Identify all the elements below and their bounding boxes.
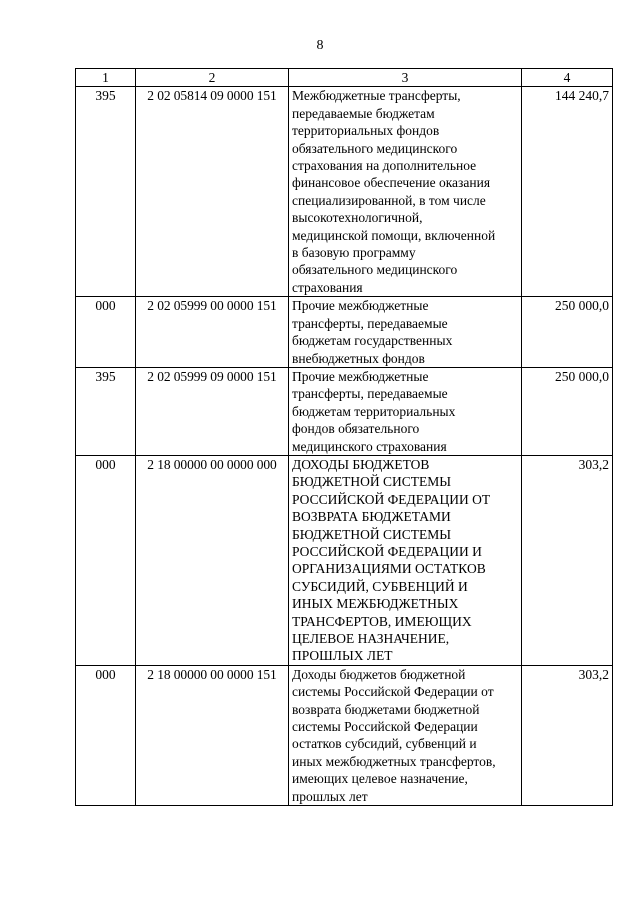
revenue-name-cell [289, 297, 522, 368]
revenue-name-line: медицинской помощи, включенной [292, 227, 496, 243]
admin-code-cell: 000 [76, 665, 136, 805]
revenue-name-line: страхования [292, 279, 363, 295]
admin-code-cell: 000 [76, 297, 136, 368]
table-row [76, 665, 613, 805]
budget-classification-code-cell: 2 02 05814 09 0000 151 [136, 87, 289, 297]
admin-code-cell: 000 [76, 455, 136, 665]
revenue-name-line: ТРАНСФЕРТОВ, ИМЕЮЩИХ [292, 613, 472, 629]
table-header-row [76, 69, 613, 87]
revenue-name-line: Доходы бюджетов бюджетной [292, 666, 466, 682]
revenue-name-line: Прочие межбюджетные [292, 298, 429, 314]
revenue-name-line: имеющих целевое назначение, [292, 771, 468, 787]
revenue-name-cell [289, 455, 522, 665]
column-header-1: 1 [76, 69, 136, 87]
revenue-name-line: бюджетам территориальных [292, 403, 456, 419]
revenue-name-line: ДОХОДЫ БЮДЖЕТОВ [292, 456, 430, 472]
table-row [76, 367, 613, 455]
revenue-name-line: бюджетам государственных [292, 333, 453, 349]
budget-classification-code-cell: 2 18 00000 00 0000 151 [136, 665, 289, 805]
revenue-name-line: возврата бюджетами бюджетной [292, 701, 480, 717]
revenue-name-line: Межбюджетные трансферты, [292, 88, 461, 104]
revenue-name-line: ОРГАНИЗАЦИЯМИ ОСТАТКОВ [292, 561, 486, 577]
revenue-name-line: Прочие межбюджетные [292, 368, 429, 384]
revenue-name-cell [289, 367, 522, 455]
revenue-name-line: специализированной, в том числе [292, 192, 486, 208]
table-row [76, 297, 613, 368]
table-row [76, 455, 613, 665]
revenue-name-line: трансферты, передаваемые [292, 386, 448, 402]
revenue-name-line: медицинского страхования [292, 438, 447, 454]
budget-classification-code-cell: 2 02 05999 00 0000 151 [136, 297, 289, 368]
budget-classification-code-cell: 2 02 05999 09 0000 151 [136, 367, 289, 455]
amount-cell: 303,2 [522, 665, 613, 805]
table-row [76, 87, 613, 297]
amount-cell: 250 000,0 [522, 367, 613, 455]
revenue-name-line: ИНЫХ МЕЖБЮДЖЕТНЫХ [292, 596, 459, 612]
revenue-name-line: БЮДЖЕТНОЙ СИСТЕМЫ [292, 526, 452, 542]
revenue-name-line: иных межбюджетных трансфертов, [292, 753, 496, 769]
revenue-name-line: в базовую программу [292, 245, 416, 261]
budget-revenue-table [75, 68, 613, 806]
budget-classification-code-cell: 2 18 00000 00 0000 000 [136, 455, 289, 665]
column-header-3: 3 [289, 69, 522, 87]
admin-code-cell: 395 [76, 87, 136, 297]
revenue-name-line: остатков субсидий, субвенций и [292, 736, 477, 752]
revenue-name-line: обязательного медицинского [292, 262, 458, 278]
revenue-name-cell [289, 87, 522, 297]
column-header-2: 2 [136, 69, 289, 87]
revenue-name-line: системы Российской Федерации от [292, 684, 494, 700]
revenue-name-line: финансовое обеспечение оказания [292, 175, 491, 191]
amount-cell: 303,2 [522, 455, 613, 665]
revenue-name-line: передаваемые бюджетам [292, 105, 435, 121]
revenue-name-line: ПРОШЛЫХ ЛЕТ [292, 648, 393, 664]
column-header-4: 4 [522, 69, 613, 87]
revenue-name-line: РОССИЙСКОЙ ФЕДЕРАЦИИ И [292, 543, 482, 559]
revenue-name-line: территориальных фондов [292, 123, 440, 139]
admin-code-cell: 395 [76, 367, 136, 455]
revenue-name-line: ВОЗВРАТА БЮДЖЕТАМИ [292, 509, 451, 525]
revenue-name-line: обязательного медицинского [292, 140, 458, 156]
revenue-name-line: ЦЕЛЕВОЕ НАЗНАЧЕНИЕ, [292, 631, 450, 646]
revenue-name-line: внебюджетных фондов [292, 350, 425, 366]
revenue-name-line: системы Российской Федерации [292, 719, 478, 735]
revenue-name-line: БЮДЖЕТНОЙ СИСТЕМЫ [292, 474, 452, 490]
amount-cell: 144 240,7 [522, 87, 613, 297]
revenue-name-line: прошлых лет [292, 788, 368, 804]
page-number: 8 [316, 38, 324, 53]
revenue-name-line: СУБСИДИЙ, СУБВЕНЦИЙ И [292, 578, 468, 594]
revenue-name-line: фондов обязательного [292, 421, 420, 437]
table-body [76, 87, 613, 806]
amount-cell: 250 000,0 [522, 297, 613, 368]
revenue-name-line: трансферты, передаваемые [292, 315, 448, 331]
revenue-name-line: высокотехнологичной, [292, 210, 423, 226]
revenue-name-line: РОССИЙСКОЙ ФЕДЕРАЦИИ ОТ [292, 491, 491, 507]
revenue-name-cell [289, 665, 522, 805]
revenue-name-line: страхования на дополнительное [292, 158, 477, 174]
